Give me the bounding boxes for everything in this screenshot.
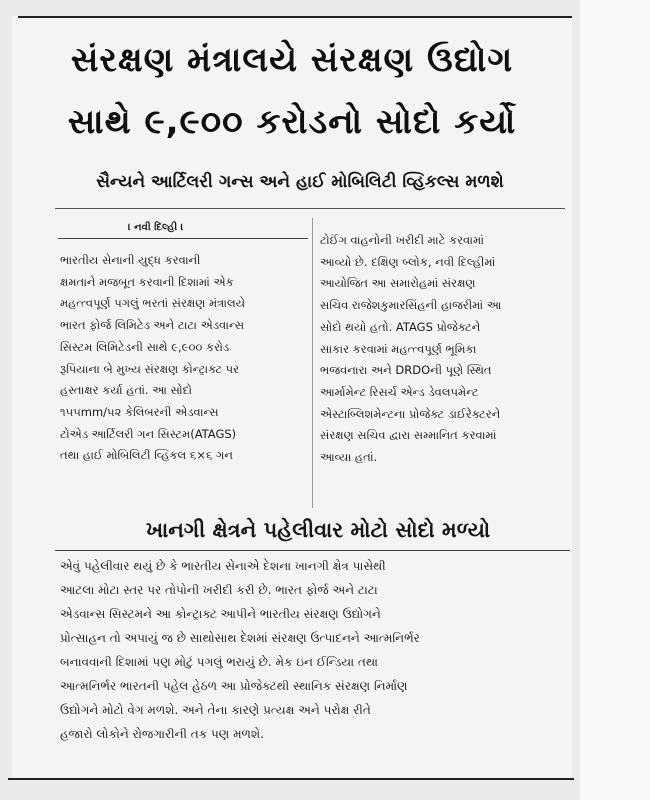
text-line: તથા હાઈ મોબિલિટી વ્હિકલ ૬×૬ ગન <box>60 448 233 463</box>
text-line: હજારો લોકોને રોજગારીની તક પણ મળશે. <box>60 727 264 741</box>
text-line: સાકાર કરવામાં મહત્ત્વપૂર્ણ ભૂમિકા <box>320 341 477 356</box>
text-line: આવ્યા હતાં. <box>320 450 378 465</box>
text-line: એસ્ટાબ્લિશમેન્ટના પ્રોજેક્ટ ડાઈરેક્ટરને <box>320 406 501 421</box>
text-line: આટલા મોટા સ્તર પર તોપોની ખરીદી કરી છે. ભારત ફોર્જ અને ટાટા <box>60 583 378 597</box>
text-line: ભારતીય સેનાની યુદ્ધ કરવાની <box>60 253 201 267</box>
background-margin <box>580 0 650 800</box>
text-line: ક્ષમતાને મજબૂત કરવાની દિશામાં એક <box>60 274 234 289</box>
text-line: રૂપિયાના બે મુખ્ય સંરક્ષણ કોન્ટ્રાક્ટ પર <box>60 361 240 376</box>
text-line: આવ્યો છે. દક્ષિણ બ્લોક, નવી દિલ્હીમાં <box>320 254 496 269</box>
section-rule <box>55 550 570 551</box>
text-line: આત્મનિર્ભર ભારતની પહેલ હેઠળ આ પ્રોજેક્ટથી સ્થાનિક સંરક્ષણ નિર્માણ <box>60 679 408 693</box>
dateline-rule <box>58 238 308 239</box>
text-line: સચિવ રાજેશકુમારસિંહની હાજરીમાં આ <box>320 298 502 313</box>
text-line: પ્રોત્સાહન તો અપાયું જ છે સાથોસાથ દેશમાં સંરક્ષણ ઉત્પાદનને આત્મનિર્ભર <box>60 631 420 645</box>
text-line: સોદો થયો હતો. ATAGS પ્રોજેક્ટને <box>320 319 481 334</box>
text-line: એડવાન્સ સિસ્ટમને આ કોન્ટ્રાક્ટ આપીને ભારતીય સંરક્ષણ ઉદ્યોગને <box>60 607 381 621</box>
text-line: બનાવવાની દિશામાં પણ મોટું પગલું ભરાયું છે. મેક ઇન ઈન્ડિયા તથા <box>60 655 378 669</box>
text-line: ઉદ્યોગને મોટો વેગ મળશે. અને તેના કારણે પ્રત્યક્ષ અને પરોક્ષ રીતે <box>60 703 371 717</box>
headline-line-1: સંરક્ષણ મંત્રાલયે સંરક્ષણ ઉદ્યોગ <box>70 40 514 80</box>
text-line: હસ્તાક્ષર કર્યા હતાં. આ સોદો <box>60 383 192 398</box>
subheadline-rule <box>55 208 565 209</box>
text-line: સિસ્ટમ લિમિટેડની સાથે ૯,૯૦૦ કરોડ <box>60 339 230 354</box>
headline-line-2: સાથે ૯,૯૦૦ કરોડનો સોદો કર્યો <box>67 102 517 142</box>
dateline: । નવી દિલ્હી । <box>128 222 184 233</box>
text-line: ભારત ફોર્જ લિમિટેડ અને ટાટા એડવાન્સ <box>60 318 245 333</box>
top-rule <box>18 16 572 18</box>
section-subheadline: ખાનગી ક્ષેત્રને પહેલીવાર મોટો સોદો મળ્યો <box>145 518 491 542</box>
bottom-rule <box>8 778 574 780</box>
article-left-column <box>60 250 306 467</box>
text-line: સંરક્ષણ સચિવ દ્વારા સમ્માનિત કરવામાં <box>320 428 497 443</box>
article-right-column <box>320 230 572 469</box>
article-full-width <box>60 554 570 746</box>
text-line: મહત્ત્વપૂર્ણ પગલું ભરતાં સંરક્ષણ મંત્રાલયે <box>60 296 246 311</box>
text-line: આયોજિત આ સમારોહમાં સંરક્ષણ <box>320 276 476 291</box>
subheadline: સૈન્યને આર્ટિલરી ગન્સ અને હાઈ મોબિલિટી વ્હિકલ્સ મળશે <box>96 172 504 192</box>
text-line: ટોએડ આર્ટિલરી ગન સિસ્ટમ(ATAGS) <box>60 426 237 441</box>
text-line: ભજવનારા અને DRDOની પૂણે સ્થિત <box>320 363 492 378</box>
text-line: ૧૫૫mm/૫૨ કેલિબરની એડવાન્સ <box>60 404 219 419</box>
column-divider <box>312 218 313 508</box>
text-line: ટોઈંગ વાહનોની ખરીદી માટે કરવામાં <box>320 233 484 247</box>
text-line: એવું પહેલીવાર થયું છે કે ભારતીય સેનાએ દેશના ખાનગી ક્ષેત્ર પાસેથી <box>60 559 386 573</box>
text-line: આર્મામેન્ટ રિસર્ચ એન્ડ ડેવલપમેન્ટ <box>320 384 479 399</box>
